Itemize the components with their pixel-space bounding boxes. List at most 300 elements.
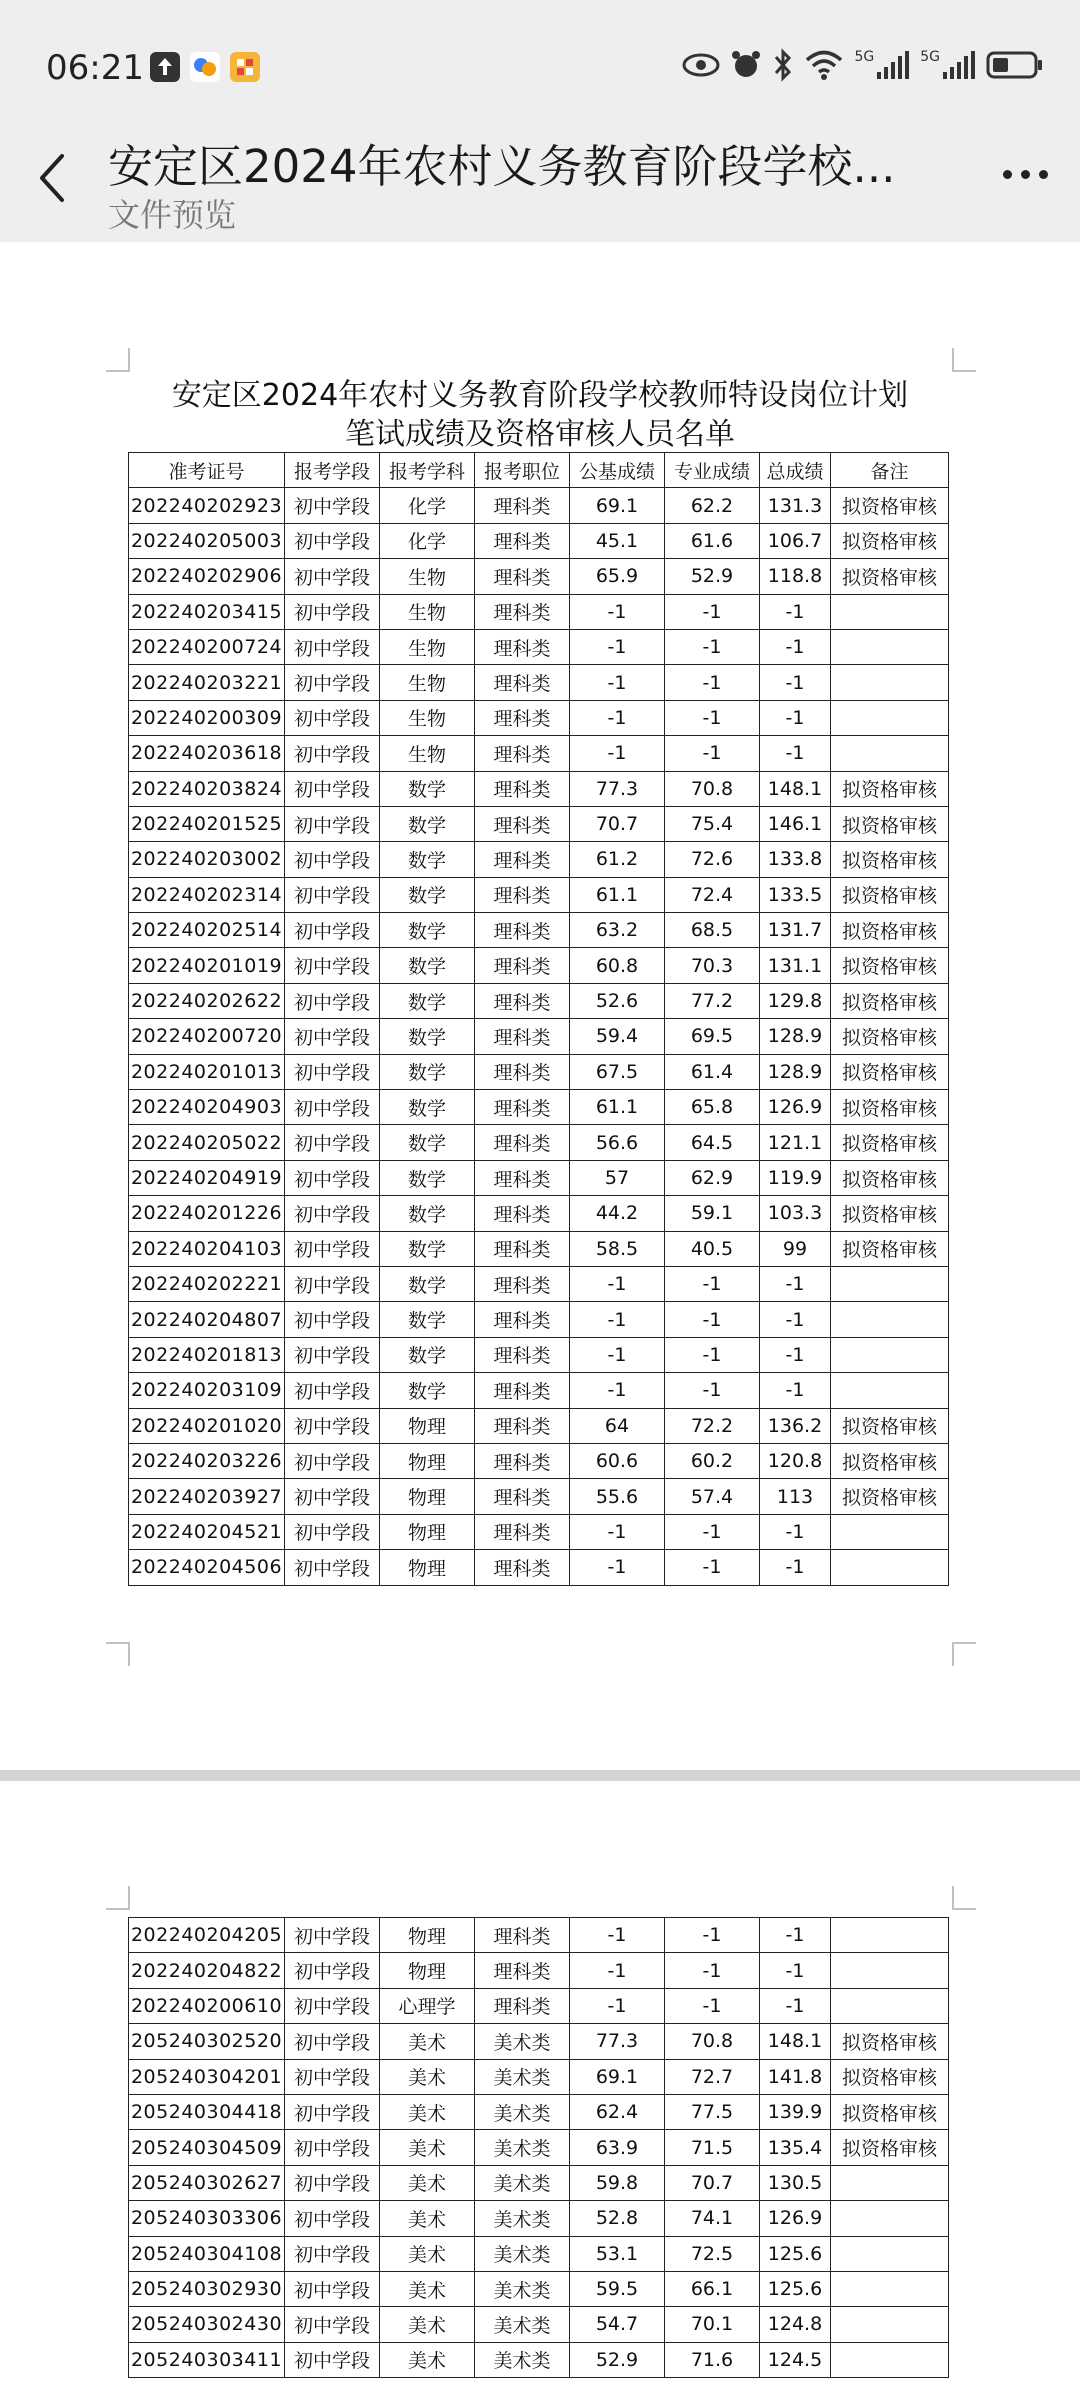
table-cell: 拟资格审核 <box>831 2094 949 2129</box>
exam-id-cell: 202240203618 <box>129 736 285 771</box>
table-cell: 美术 <box>380 2271 475 2306</box>
app-notification-icon-2 <box>230 52 260 82</box>
table-cell: 理科类 <box>475 1550 570 1585</box>
table-row <box>129 2130 949 2165</box>
table-cell: 57.4 <box>665 1479 760 1514</box>
table-cell: 拟资格审核 <box>831 523 949 558</box>
table-row <box>129 1443 949 1478</box>
table-row <box>129 913 949 948</box>
table-cell <box>831 1302 949 1337</box>
table-cell: -1 <box>760 1337 831 1372</box>
table-cell <box>831 665 949 700</box>
page-corner-mark <box>952 1642 976 1666</box>
table-cell: 初中学段 <box>285 523 380 558</box>
table-cell: 126.9 <box>760 2201 831 2236</box>
table-cell: 理科类 <box>475 1054 570 1089</box>
table-cell: 148.1 <box>760 2024 831 2059</box>
table-cell: 68.5 <box>665 913 760 948</box>
table-cell: 初中学段 <box>285 2201 380 2236</box>
table-cell: 52.6 <box>570 983 665 1018</box>
table-cell: 拟资格审核 <box>831 1443 949 1478</box>
network-5g-label: 5G <box>854 49 875 65</box>
table-cell: -1 <box>665 665 760 700</box>
more-dot-icon <box>1039 170 1048 179</box>
table-cell: 119.9 <box>760 1160 831 1195</box>
table-cell: -1 <box>665 1953 760 1988</box>
table-cell: 美术类 <box>475 2307 570 2342</box>
results-table-page2 <box>128 1917 949 2378</box>
table-cell <box>831 1918 949 1953</box>
exam-id-cell: 202240201813 <box>129 1337 285 1372</box>
table-cell: 数学 <box>380 1090 475 1125</box>
table-cell: 理科类 <box>475 1918 570 1953</box>
table-cell <box>831 629 949 664</box>
table-cell: 初中学段 <box>285 1918 380 1953</box>
table-cell: 54.7 <box>570 2307 665 2342</box>
exam-id-cell: 202240202906 <box>129 559 285 594</box>
table-cell: 拟资格审核 <box>831 806 949 841</box>
back-button[interactable] <box>32 150 76 206</box>
table-cell: 初中学段 <box>285 1443 380 1478</box>
table-cell: 理科类 <box>475 523 570 558</box>
table-cell: 拟资格审核 <box>831 2059 949 2094</box>
table-row <box>129 736 949 771</box>
table-cell: 初中学段 <box>285 2059 380 2094</box>
document-title-line1: 安定区2024年农村义务教育阶段学校教师特设岗位计划 <box>171 378 909 413</box>
exam-id-cell: 202240203002 <box>129 842 285 877</box>
table-cell: 理科类 <box>475 736 570 771</box>
table-cell: 物理 <box>380 1918 475 1953</box>
chevron-left-icon <box>32 150 76 206</box>
table-cell: 131.7 <box>760 913 831 948</box>
table-row <box>129 2094 949 2129</box>
table-row <box>129 1160 949 1195</box>
table-cell: -1 <box>760 1514 831 1549</box>
page-title: 安定区2024年农村义务教育阶段学校... <box>108 140 896 193</box>
exam-id-cell: 202240201013 <box>129 1054 285 1089</box>
exam-id-cell: 202240204103 <box>129 1231 285 1266</box>
table-cell: 物理 <box>380 1408 475 1443</box>
table-cell: -1 <box>570 736 665 771</box>
table-cell: 初中学段 <box>285 559 380 594</box>
table-cell: 拟资格审核 <box>831 2024 949 2059</box>
table-cell <box>831 1337 949 1372</box>
table-cell: 52.9 <box>570 2342 665 2377</box>
table-cell: 理科类 <box>475 1479 570 1514</box>
exam-id-cell: 202240201020 <box>129 1408 285 1443</box>
table-row <box>129 1988 949 2023</box>
table-cell: 拟资格审核 <box>831 1019 949 1054</box>
table-cell: 70.1 <box>665 2307 760 2342</box>
table-cell: 理科类 <box>475 594 570 629</box>
app-notification-icon <box>190 52 220 82</box>
table-cell: -1 <box>665 1550 760 1585</box>
table-cell: 40.5 <box>665 1231 760 1266</box>
table-cell: 初中学段 <box>285 1266 380 1301</box>
table-row <box>129 594 949 629</box>
table-cell <box>831 2271 949 2306</box>
table-cell: 初中学段 <box>285 1988 380 2023</box>
table-cell: 美术类 <box>475 2130 570 2165</box>
document-title-line2: 笔试成绩及资格审核人员名单 <box>345 417 735 452</box>
table-cell: 125.6 <box>760 2271 831 2306</box>
table-cell: 初中学段 <box>285 1550 380 1585</box>
table-cell: 拟资格审核 <box>831 1479 949 1514</box>
table-cell: 初中学段 <box>285 948 380 983</box>
table-cell: 数学 <box>380 1125 475 1160</box>
exam-id-cell: 202240201019 <box>129 948 285 983</box>
column-header: 准考证号 <box>129 453 285 488</box>
table-cell: 理科类 <box>475 1408 570 1443</box>
table-cell: 70.8 <box>665 2024 760 2059</box>
table-cell: -1 <box>760 1988 831 2023</box>
table-cell: 数学 <box>380 948 475 983</box>
table-cell: 44.2 <box>570 1196 665 1231</box>
table-cell: -1 <box>665 1514 760 1549</box>
table-cell: -1 <box>570 1550 665 1585</box>
table-cell: 生物 <box>380 559 475 594</box>
table-cell: 129.8 <box>760 983 831 1018</box>
table-cell: 初中学段 <box>285 983 380 1018</box>
table-cell: -1 <box>570 1266 665 1301</box>
table-row <box>129 1514 949 1549</box>
app-header <box>0 120 1080 242</box>
table-cell: 60.6 <box>570 1443 665 1478</box>
table-cell: 心理学 <box>380 1988 475 2023</box>
table-cell: 74.1 <box>665 2201 760 2236</box>
table-cell: 美术类 <box>475 2342 570 2377</box>
table-cell: 初中学段 <box>285 1479 380 1514</box>
table-cell: 初中学段 <box>285 2307 380 2342</box>
table-cell: -1 <box>570 629 665 664</box>
table-cell: 63.2 <box>570 913 665 948</box>
table-cell: 133.5 <box>760 877 831 912</box>
table-cell: 理科类 <box>475 1231 570 1266</box>
table-cell: 美术类 <box>475 2059 570 2094</box>
table-cell: -1 <box>665 700 760 735</box>
table-row <box>129 948 949 983</box>
table-cell: -1 <box>665 629 760 664</box>
signal-icon <box>876 50 910 80</box>
table-cell: 103.3 <box>760 1196 831 1231</box>
table-cell: 71.5 <box>665 2130 760 2165</box>
table-row <box>129 1019 949 1054</box>
table-row <box>129 1550 949 1585</box>
column-header: 备注 <box>831 453 949 488</box>
table-cell: 初中学段 <box>285 594 380 629</box>
table-cell: 拟资格审核 <box>831 842 949 877</box>
exam-id-cell: 202240203824 <box>129 771 285 806</box>
table-cell: 66.1 <box>665 2271 760 2306</box>
table-cell: 初中学段 <box>285 736 380 771</box>
table-cell: -1 <box>570 1918 665 1953</box>
table-cell: 初中学段 <box>285 1231 380 1266</box>
table-cell: 初中学段 <box>285 2165 380 2200</box>
table-cell: 133.8 <box>760 842 831 877</box>
table-row <box>129 2059 949 2094</box>
table-cell: 126.9 <box>760 1090 831 1125</box>
table-cell: 理科类 <box>475 559 570 594</box>
table-cell: 物理 <box>380 1514 475 1549</box>
table-cell: 理科类 <box>475 700 570 735</box>
table-cell: 物理 <box>380 1479 475 1514</box>
column-header: 公基成绩 <box>570 453 665 488</box>
table-cell: 理科类 <box>475 1125 570 1160</box>
table-cell: 初中学段 <box>285 806 380 841</box>
battery-icon <box>986 50 1044 80</box>
status-time: 06:21 <box>46 48 144 88</box>
table-cell: 初中学段 <box>285 665 380 700</box>
table-cell: 初中学段 <box>285 771 380 806</box>
table-cell: 数学 <box>380 1302 475 1337</box>
exam-id-cell: 202240201226 <box>129 1196 285 1231</box>
more-dot-icon <box>1003 170 1012 179</box>
table-cell: 理科类 <box>475 629 570 664</box>
table-cell: 美术类 <box>475 2094 570 2129</box>
table-cell: 数学 <box>380 806 475 841</box>
page-separator <box>0 1770 1080 1781</box>
table-cell: 理科类 <box>475 1019 570 1054</box>
table-cell <box>831 2165 949 2200</box>
exam-id-cell: 202240204506 <box>129 1550 285 1585</box>
exam-id-cell: 205240302520 <box>129 2024 285 2059</box>
table-cell: 135.4 <box>760 2130 831 2165</box>
table-row <box>129 983 949 1018</box>
table-cell <box>831 700 949 735</box>
table-cell: 64 <box>570 1408 665 1443</box>
exam-id-cell: 205240303411 <box>129 2342 285 2377</box>
table-cell: 60.2 <box>665 1443 760 1478</box>
table-cell: 理科类 <box>475 1266 570 1301</box>
table-cell: -1 <box>570 1373 665 1408</box>
table-cell: 77.3 <box>570 771 665 806</box>
table-cell: 62.4 <box>570 2094 665 2129</box>
table-cell: 初中学段 <box>285 2342 380 2377</box>
table-cell <box>831 736 949 771</box>
table-cell: 初中学段 <box>285 842 380 877</box>
table-cell: 拟资格审核 <box>831 1160 949 1195</box>
status-bar <box>0 0 1080 130</box>
table-cell: 55.6 <box>570 1479 665 1514</box>
table-cell: -1 <box>665 736 760 771</box>
table-row <box>129 771 949 806</box>
table-cell: -1 <box>570 594 665 629</box>
table-cell: 数学 <box>380 1337 475 1372</box>
table-cell: 数学 <box>380 1266 475 1301</box>
exam-id-cell: 205240304418 <box>129 2094 285 2129</box>
table-cell: 初中学段 <box>285 2236 380 2271</box>
table-cell: 128.9 <box>760 1019 831 1054</box>
table-cell: 125.6 <box>760 2236 831 2271</box>
table-cell: 美术类 <box>475 2024 570 2059</box>
table-cell: 69.1 <box>570 488 665 523</box>
exam-id-cell: 202240204521 <box>129 1514 285 1549</box>
table-cell: 53.1 <box>570 2236 665 2271</box>
table-row <box>129 842 949 877</box>
table-cell: 61.6 <box>665 523 760 558</box>
table-cell: -1 <box>665 1337 760 1372</box>
table-cell: 124.8 <box>760 2307 831 2342</box>
table-cell: 77.5 <box>665 2094 760 2129</box>
table-cell: -1 <box>760 700 831 735</box>
table-cell: -1 <box>570 700 665 735</box>
exam-id-cell: 202240204903 <box>129 1090 285 1125</box>
table-cell <box>831 1373 949 1408</box>
table-cell: 美术 <box>380 2236 475 2271</box>
table-cell: 生物 <box>380 700 475 735</box>
table-cell: 99 <box>760 1231 831 1266</box>
table-cell: 59.8 <box>570 2165 665 2200</box>
table-cell: 物理 <box>380 1953 475 1988</box>
table-cell: 拟资格审核 <box>831 877 949 912</box>
table-cell: 64.5 <box>665 1125 760 1160</box>
table-cell: 理科类 <box>475 771 570 806</box>
exam-id-cell: 205240304201 <box>129 2059 285 2094</box>
table-cell: -1 <box>665 594 760 629</box>
table-row <box>129 1266 949 1301</box>
table-cell: 生物 <box>380 594 475 629</box>
table-cell: -1 <box>665 1302 760 1337</box>
exam-id-cell: 202240204822 <box>129 1953 285 1988</box>
exam-id-cell: 202240201525 <box>129 806 285 841</box>
table-cell: 148.1 <box>760 771 831 806</box>
table-cell: 美术 <box>380 2130 475 2165</box>
exam-id-cell: 202240203226 <box>129 1443 285 1478</box>
table-row <box>129 806 949 841</box>
table-cell: 70.3 <box>665 948 760 983</box>
table-cell: 72.2 <box>665 1408 760 1443</box>
table-row <box>129 2236 949 2271</box>
table-cell: 67.5 <box>570 1054 665 1089</box>
table-row <box>129 1196 949 1231</box>
table-cell <box>831 2307 949 2342</box>
table-cell: 72.4 <box>665 877 760 912</box>
table-cell: 65.9 <box>570 559 665 594</box>
table-cell <box>831 1988 949 2023</box>
page-corner-mark <box>106 1642 130 1666</box>
table-row <box>129 1054 949 1089</box>
exam-id-cell: 205240302430 <box>129 2307 285 2342</box>
table-cell: 初中学段 <box>285 1019 380 1054</box>
exam-id-cell: 202240200720 <box>129 1019 285 1054</box>
page-corner-mark <box>106 1886 130 1910</box>
table-cell: -1 <box>760 1373 831 1408</box>
page-subtitle: 文件预览 <box>108 196 237 234</box>
table-row <box>129 1337 949 1372</box>
table-cell: 初中学段 <box>285 629 380 664</box>
column-header: 总成绩 <box>760 453 831 488</box>
table-cell: 45.1 <box>570 523 665 558</box>
table-cell: 62.9 <box>665 1160 760 1195</box>
table-cell: 拟资格审核 <box>831 1196 949 1231</box>
table-cell: 初中学段 <box>285 700 380 735</box>
table-cell: -1 <box>570 1988 665 2023</box>
table-cell: 拟资格审核 <box>831 1408 949 1443</box>
table-cell: 59.4 <box>570 1019 665 1054</box>
table-row <box>129 2307 949 2342</box>
table-cell: -1 <box>570 665 665 700</box>
table-cell: 63.9 <box>570 2130 665 2165</box>
table-cell: 物理 <box>380 1443 475 1478</box>
results-table-page1 <box>128 452 949 1586</box>
table-cell: 56.6 <box>570 1125 665 1160</box>
table-cell: 初中学段 <box>285 1160 380 1195</box>
exam-id-cell: 202240203109 <box>129 1373 285 1408</box>
table-cell: 59.1 <box>665 1196 760 1231</box>
table-cell: 106.7 <box>760 523 831 558</box>
table-cell: 初中学段 <box>285 2094 380 2129</box>
table-cell: 拟资格审核 <box>831 1125 949 1160</box>
table-cell: 61.1 <box>570 877 665 912</box>
table-cell: 理科类 <box>475 806 570 841</box>
table-cell: 77.2 <box>665 983 760 1018</box>
table-cell: 拟资格审核 <box>831 1054 949 1089</box>
table-row <box>129 877 949 912</box>
exam-id-cell: 202240202514 <box>129 913 285 948</box>
table-cell: 物理 <box>380 1550 475 1585</box>
table-cell: 理科类 <box>475 665 570 700</box>
table-row <box>129 2165 949 2200</box>
table-cell: 139.9 <box>760 2094 831 2129</box>
table-cell: 57 <box>570 1160 665 1195</box>
table-header-row <box>129 453 949 488</box>
table-cell: 拟资格审核 <box>831 1231 949 1266</box>
table-cell: -1 <box>665 1918 760 1953</box>
table-cell: 120.8 <box>760 1443 831 1478</box>
exam-id-cell: 202240202314 <box>129 877 285 912</box>
table-cell: 美术 <box>380 2342 475 2377</box>
exam-id-cell: 202240204205 <box>129 1918 285 1953</box>
table-cell: 美术 <box>380 2059 475 2094</box>
table-cell <box>831 594 949 629</box>
table-cell: 58.5 <box>570 1231 665 1266</box>
table-cell: 130.5 <box>760 2165 831 2200</box>
table-cell: 数学 <box>380 877 475 912</box>
signal-icon-2 <box>942 50 976 80</box>
table-cell: 77.3 <box>570 2024 665 2059</box>
table-cell <box>831 1953 949 1988</box>
table-cell: 146.1 <box>760 806 831 841</box>
table-row <box>129 1953 949 1988</box>
table-cell: 美术 <box>380 2201 475 2236</box>
table-cell: 拟资格审核 <box>831 2130 949 2165</box>
table-cell: 生物 <box>380 736 475 771</box>
table-cell: 60.8 <box>570 948 665 983</box>
column-header: 专业成绩 <box>665 453 760 488</box>
table-cell: 生物 <box>380 629 475 664</box>
table-cell: 理科类 <box>475 1160 570 1195</box>
table-cell: 初中学段 <box>285 488 380 523</box>
table-cell: 理科类 <box>475 1090 570 1125</box>
table-cell: 初中学段 <box>285 1090 380 1125</box>
table-row <box>129 523 949 558</box>
table-cell: -1 <box>665 1266 760 1301</box>
table-cell: 141.8 <box>760 2059 831 2094</box>
table-row <box>129 488 949 523</box>
exam-id-cell: 202240203415 <box>129 594 285 629</box>
table-cell: 初中学段 <box>285 1302 380 1337</box>
table-cell <box>831 1266 949 1301</box>
table-cell <box>831 2236 949 2271</box>
status-icons <box>682 48 1044 82</box>
table-cell: 70.7 <box>570 806 665 841</box>
table-row <box>129 2342 949 2377</box>
more-options-button[interactable] <box>1003 170 1048 179</box>
table-cell: 初中学段 <box>285 1408 380 1443</box>
table-cell: 美术 <box>380 2024 475 2059</box>
table-cell: 136.2 <box>760 1408 831 1443</box>
table-cell: -1 <box>760 1302 831 1337</box>
